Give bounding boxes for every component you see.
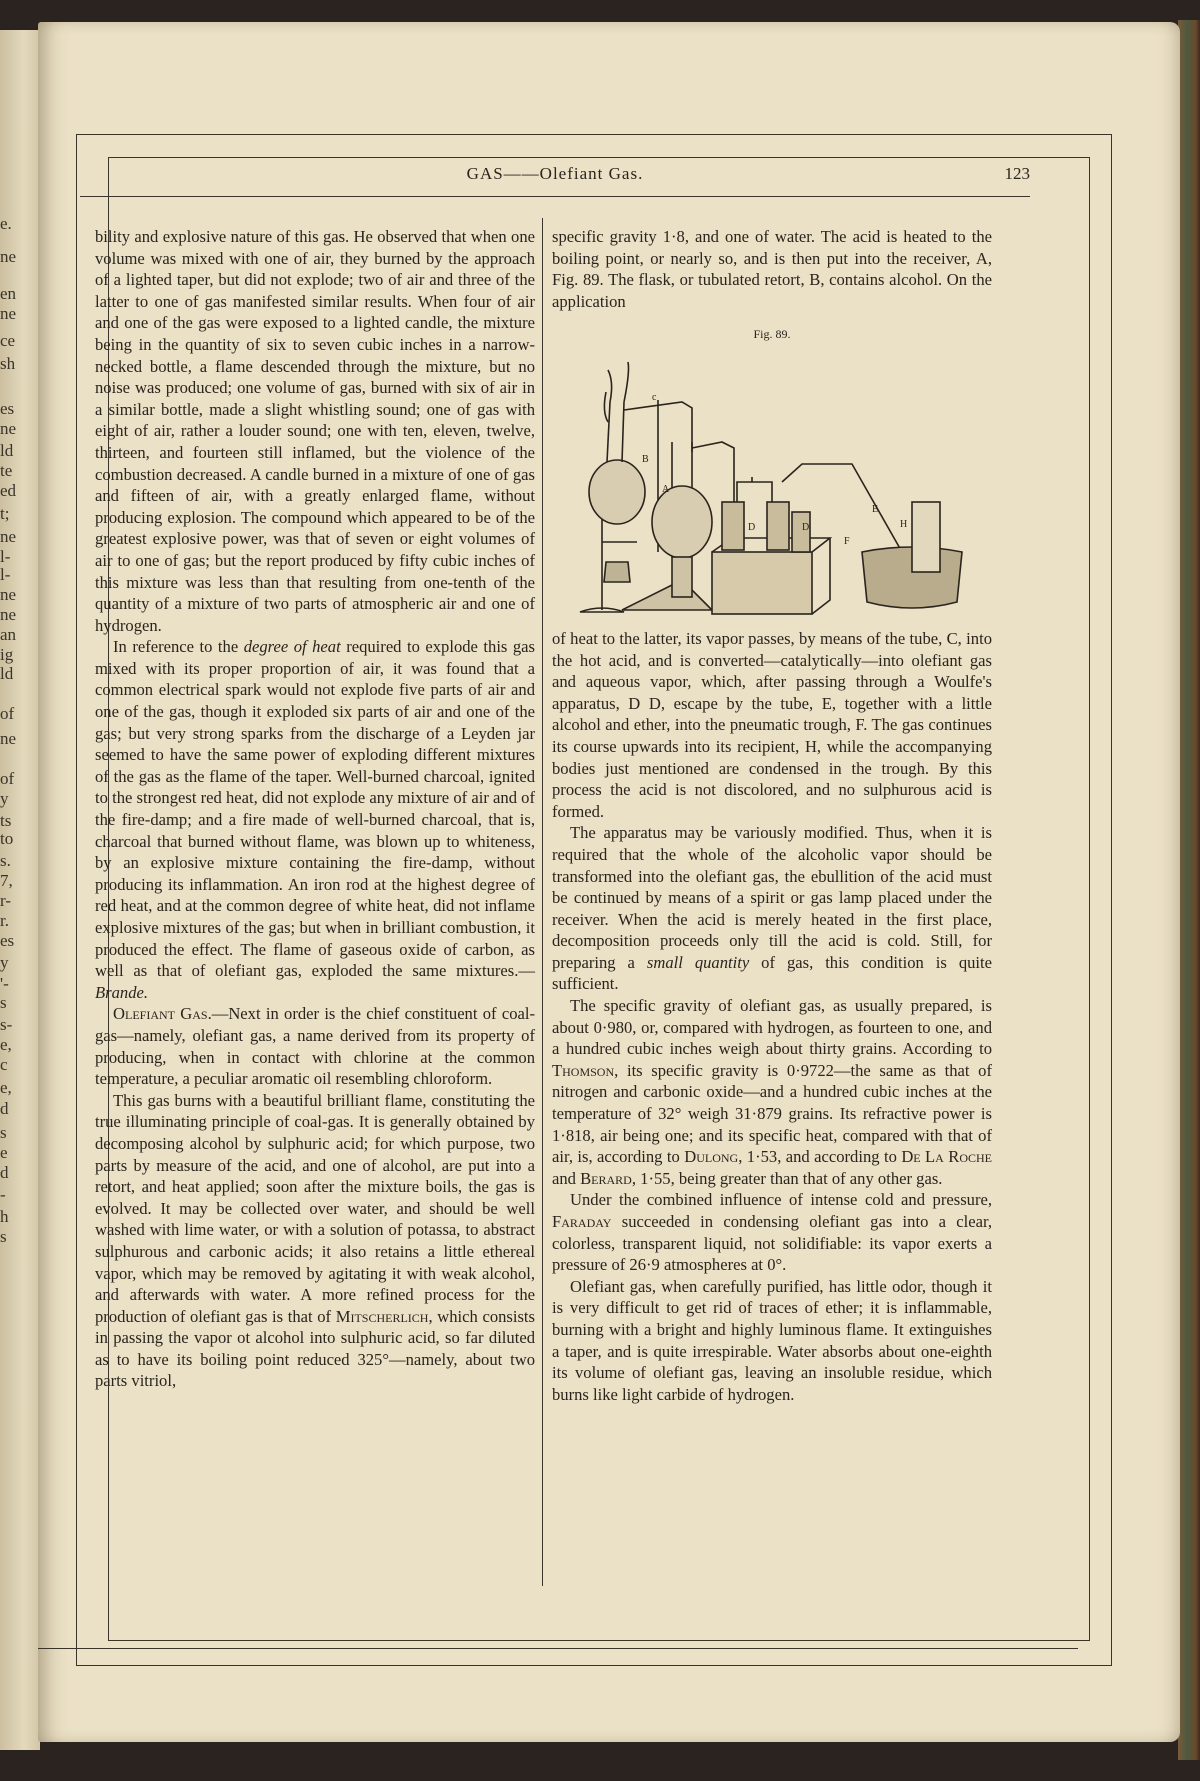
adjacent-page-fragment: ed: [0, 481, 17, 500]
paragraph-section-olefiant-gas: Olefiant Gas.—Next in order is the chief constituent of coal-gas—namely, olefiant gas, a name derived from its property of producing, when in contact with chlorine at the common temperature, a peculiar aromatic oil resembling chloroform.: [95, 1004, 535, 1089]
adjacent-page-fragment: y: [0, 953, 9, 972]
paragraph: bility and explosive nature of this gas. He observed that when one volume was mixed with one of air, they burned by the approach of a lighted taper, but did not explode; two of air and three of the latter to one of gas manifested similar results. When four of air and one of the gas were exposed to a lighted candle, the mixture being in the quantity of six to seven cubic inches in a narrow-necked bottle, a flame descended through the mixture, but no noise was produced; one volume of gas, burned with six of air in a similar bottle, made a slight whistling sound; one of gas with eight of air, rather a louder sound; one with ten, eleven, twelve, thirteen, and fourteen still inflamed, but the violence of the combustion decreased. A candle burned in a mixture of one of gas and fifteen of air, with a greatly enlarged flame, without producing explosion. The compound which appeared to be of the greatest explosive power, was that of seven or eight volumes of air to one of gas; but the report produced by fifty cubic inches of this mixture was less than that resulting from one-tenth of the quantity of a mixture of two parts of atmospheric air and one of hydrogen.: [95, 227, 535, 635]
adjacent-page-fragment: an: [0, 625, 17, 644]
adjacent-page-fragment: -: [0, 1185, 6, 1204]
adjacent-page-fragment: s: [0, 993, 7, 1012]
adjacent-page-fragment: s: [0, 1227, 7, 1246]
adjacent-page-fragment: of: [0, 769, 15, 788]
figure-caption: Fig. 89.: [753, 327, 791, 342]
stand-tray: [622, 580, 712, 610]
adjacent-page-fragment: c: [0, 1055, 8, 1074]
woulfe-bottle-1: [722, 502, 744, 550]
adjacent-page-fragment: en: [0, 284, 17, 303]
receiver-A: [652, 483, 712, 558]
figure-label: H: [900, 518, 908, 530]
adjacent-page-fragment: s.: [0, 851, 11, 870]
adjacent-page-fragment: to: [0, 829, 14, 848]
recipient-H: [912, 502, 940, 572]
paragraph: specific gravity 1·8, and one of water. The acid is heated to the boiling point, or nearly so, and is then put into the receiver, A, Fig. 89. The flask, or tubulated retort, B, contains alcohol. On the application: [552, 227, 992, 311]
retort-B: [589, 460, 645, 524]
adjacent-page-fragment: ig: [0, 645, 14, 664]
adjacent-page-fragment: 7,: [0, 871, 13, 890]
adjacent-page-fragment: sh: [0, 354, 16, 373]
adjacent-page-fragment: ld: [0, 441, 14, 460]
running-head: [80, 160, 1030, 197]
apparatus-illustration: [562, 352, 982, 622]
woulfe-box: [712, 552, 812, 614]
adjacent-page-fragment: '-: [0, 974, 9, 993]
running-head-title: GAS——Olefiant Gas.: [466, 164, 644, 183]
adjacent-page-fragment: of: [0, 704, 15, 723]
paragraph: of heat to the latter, its vapor passes, by means of the tube, C, into the hot acid, and is converted—catalytically—into olefiant gas and aqueous vapor, which, after passing through a Woulfe's apparatus, D D, escape by the tube, E, together with a little alcohol and ether, into the pneumatic trough, F. The gas continues its course upwards into its recipient, H, while the accompanying bodies just mentioned are condensed in the trough. By this process the acid is not discolored, and no sulphurous acid is formed.: [552, 628, 992, 821]
adjacent-page-fragment: e: [0, 1143, 8, 1162]
adjacent-page-fragment: ne: [0, 605, 17, 624]
figure-label: A: [662, 483, 670, 495]
adjacent-page-fragment: e,: [0, 1078, 12, 1097]
adjacent-page-fragment: ts: [0, 811, 12, 830]
adjacent-page-fragment: ne: [0, 419, 17, 438]
adjacent-page-fragment: ne: [0, 527, 17, 546]
adjacent-page-fragment: ne: [0, 304, 17, 323]
figure-label: F: [844, 535, 850, 547]
adjacent-page-fragment: ld: [0, 664, 14, 683]
book-cover-edge: [1178, 20, 1200, 1760]
paragraph: This gas burns with a beautiful brilliant flame, constituting the true illuminating principle of coal-gas. It is generally obtained by decomposing alcohol by sulphuric acid; for which purpose, two parts by measure of the acid, and one of alcohol, are put into a retort, and heat applied; soon after the mixture boils, the gas is evolved. It may be collected over water, and should be well washed with lime water, or with a solution of potassa, to abstract sulphurous and carbonic acids; it also retains a little ethereal vapor, which may be removed by agitating it with weak alcohol, and afterwards with water. A more refined process for the production of olefiant gas is that of Mitscherlich, which consists in passing the vapor ot alcohol into sulphuric acid, so far diluted as to have its boiling point reduced 325°—namely, about two parts vitriol,: [95, 1090, 535, 1391]
bottom-rule: [38, 1648, 1078, 1649]
adjacent-page-fragment: r.: [0, 911, 9, 930]
figure-label: D: [802, 521, 810, 533]
spirit-lamp: [604, 562, 630, 582]
adjacent-page-fragment: l-: [0, 565, 11, 584]
adjacent-page-fragment: s: [0, 1123, 7, 1142]
paragraph: The apparatus may be variously modified. Thus, when it is required that the whole of the alcoholic vapor should be transformed into the olefiant gas, the ebullition of the acid must be continued by means of a spirit or gas lamp placed under the receiver. When the acid is merely heated in the first place, decomposition proceeds only till the acid is cold. Still, for preparing a small quantity of gas, this condition is quite sufficient.: [552, 823, 992, 994]
right-column: [552, 226, 992, 1405]
page-number: 123: [1004, 164, 1030, 183]
figure-label: c: [652, 391, 657, 403]
adjacent-page-fragment: l-: [0, 547, 11, 566]
paragraph: The specific gravity of olefiant gas, as usually prepared, is about 0·980, or, compared with hydrogen, as fourteen to one, and a hundred cubic inches weigh about thirty grains. According to Thomson, its specific gravity is 0·9722—the same as that of nitrogen and carbonic oxide—and a hundred cubic inches at the temperature of 32° weigh 31·879 grains. Its refractive power is 1·818, air being one; and its specific heat, compared with that of air, is, according to Dulong, 1·53, and according to De La Roche and Berard, 1·55, being greater than that of any other gas.: [552, 996, 993, 1188]
adjacent-page-fragment: s-: [0, 1015, 13, 1034]
column-divider: [542, 218, 543, 1586]
figure-label: B: [642, 453, 649, 465]
figure-label: D: [748, 521, 756, 533]
adjacent-page-fragment: es: [0, 931, 15, 950]
paragraph: In reference to the degree of heat required to explode this gas mixed with its proper proportion of air, it was found that a common electrical spark would not explode five parts of air and one of the gas, though it exploded six parts of air and one of the gas; but very strong sparks from the discharge of a Leyden jar seemed to have the same power of exploding different mixtures of the gas as the flame of the taper. Well-burned charcoal, ignited to the strongest red heat, did not explode any mixture of air and of the fire-damp; and a fire made of well-burned charcoal, that is, charcoal that burned without flame, was blown up to whiteness, by an explosive mixture containing the fire-damp, without producing its inflammation. An iron rod at the highest degree of red heat, and at the common degree of white heat, did not inflame explosive mixtures of the gas; but when in brilliant combustion, it produced the effect. The flame of gaseous oxide of carbon, as well as that of olefiant gas, exploded the same mixtures.—Brande.: [95, 637, 535, 1002]
adjacent-page-fragment: ne: [0, 729, 17, 748]
woulfe-bottle-2: [767, 502, 789, 550]
adjacent-page-fragment: y: [0, 789, 9, 808]
adjacent-page-fragment: r-: [0, 891, 11, 910]
adjacent-page-fragment: ne: [0, 585, 17, 604]
paragraph: Olefiant gas, when carefully purified, has little odor, though it is very difficult to get rid of traces of ether; it is inflammable, burning with a bright and highly luminous flame. It extinguishes a taper, and is quite irrespirable. Water absorbs about one-eighth its volume of olefiant gas, leaving an insoluble residue, which burns like light carbide of hydrogen.: [552, 1276, 992, 1404]
adjacent-page-fragment: es: [0, 399, 15, 418]
section-heading: Olefiant Gas.: [113, 1004, 212, 1024]
left-column: [95, 226, 535, 1392]
adjacent-page-fragment: h: [0, 1207, 9, 1226]
adjacent-page-fragment: ce: [0, 331, 16, 350]
adjacent-page-fragment: ne: [0, 247, 17, 266]
figure-label: E: [872, 503, 879, 515]
paragraph: Under the combined influence of intense cold and pressure, Faraday succeeded in condensing olefiant gas into a clear, colorless, transparent liquid, not solidifiable: its vapor exerts a pressure of 26·9 atmospheres at 0°.: [552, 1190, 992, 1275]
adjacent-page-fragment: e,: [0, 1035, 12, 1054]
adjacent-page-fragment: d: [0, 1163, 9, 1182]
adjacent-page-fragment: e.: [0, 214, 12, 233]
adjacent-page-fragment: t;: [0, 504, 10, 523]
adjacent-page-fragment: te: [0, 461, 13, 480]
adjacent-page-fragment: d: [0, 1099, 9, 1118]
